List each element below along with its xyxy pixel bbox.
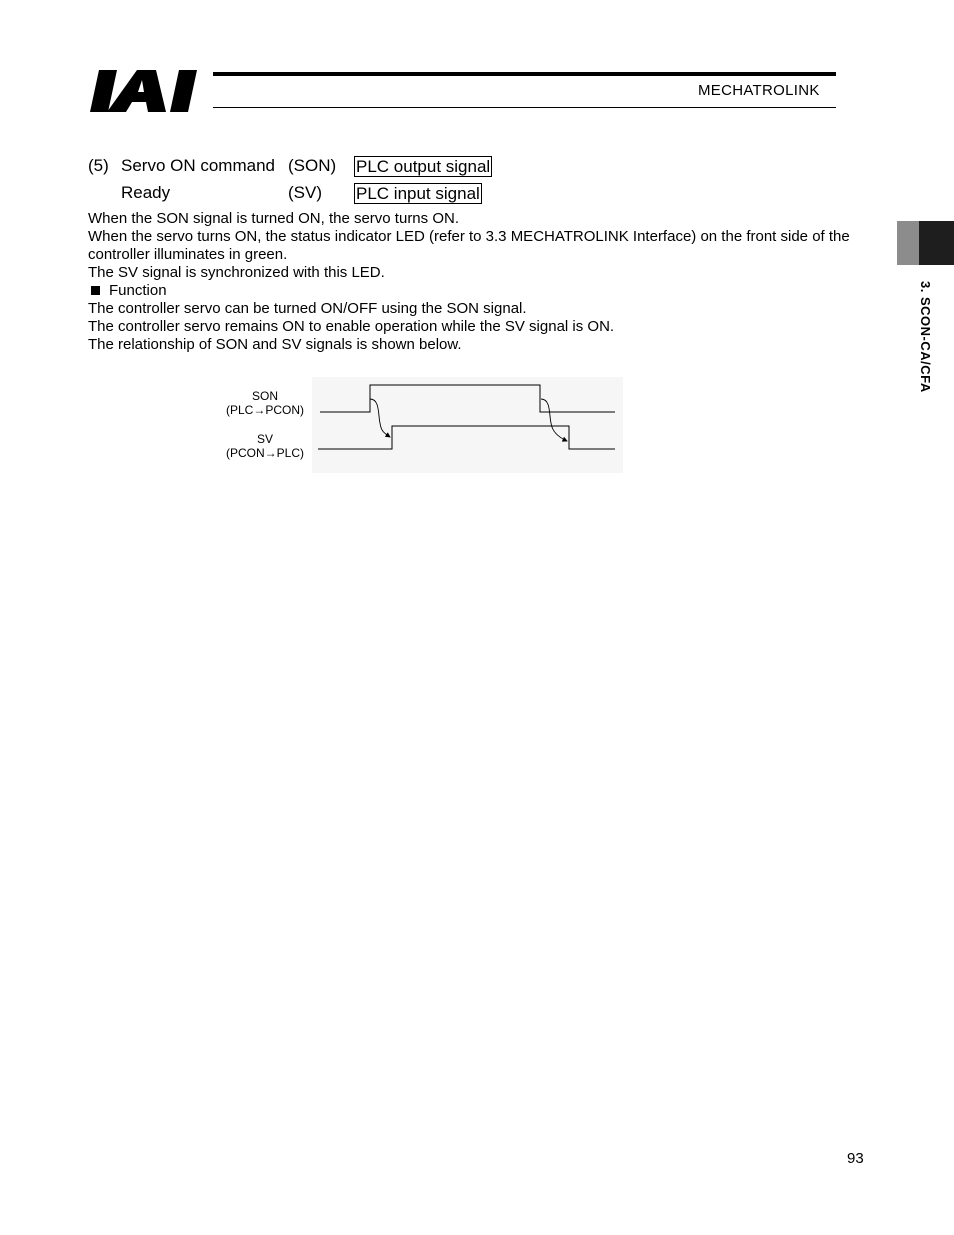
function-line: The relationship of SON and SV signals is shown below. xyxy=(88,336,462,353)
body-line: When the servo turns ON, the status indicator LED (refer to 3.3 MECHATROLINK Interface) on the front side of the controller illuminates in green. xyxy=(88,228,850,263)
header-label: MECHATROLINK xyxy=(698,82,820,99)
iai-logo xyxy=(90,70,210,112)
son-signal-label: SON xyxy=(251,389,278,403)
signal-name-sv: Ready xyxy=(121,183,171,202)
signal-name-son: Servo ON command xyxy=(121,156,275,175)
page-number: 93 xyxy=(847,1150,864,1167)
square-bullet-icon xyxy=(91,286,100,295)
signal-abbr-son: (SON) xyxy=(288,156,337,175)
son-waveform xyxy=(320,385,615,412)
son-off-to-sv-off-arrow xyxy=(541,399,567,441)
signal-abbr-sv: (SV) xyxy=(288,183,322,202)
timing-diagram xyxy=(310,375,630,475)
signal-type-son: PLC output signal xyxy=(356,157,491,176)
function-heading xyxy=(88,282,868,300)
chapter-tab-dark xyxy=(919,221,954,265)
header-rule-thick xyxy=(213,72,836,76)
sv-direction-label: (PCON→PLC) xyxy=(225,446,304,460)
body-line: The SV signal is synchronized with this LED. xyxy=(88,264,385,281)
body-line: When the SON signal is turned ON, the servo turns ON. xyxy=(88,210,459,227)
chapter-tab-light xyxy=(897,221,919,265)
son-on-to-sv-on-arrow xyxy=(370,399,390,437)
chapter-tab-label: 3. SCON-CA/CFA xyxy=(918,281,933,393)
header-rule-thin xyxy=(213,107,836,108)
signal-type-sv: PLC input signal xyxy=(356,184,480,203)
son-direction-label: (PLC→PCON) xyxy=(225,403,304,417)
signal-number: (5) xyxy=(88,156,109,175)
function-line: The controller servo remains ON to enable operation while the SV signal is ON. xyxy=(88,318,615,335)
sv-waveform xyxy=(318,426,615,449)
function-heading-label: Function xyxy=(109,282,167,299)
body-text xyxy=(88,210,868,354)
sv-signal-label: SV xyxy=(256,432,273,446)
function-line: The controller servo can be turned ON/OFF using the SON signal. xyxy=(88,300,527,317)
